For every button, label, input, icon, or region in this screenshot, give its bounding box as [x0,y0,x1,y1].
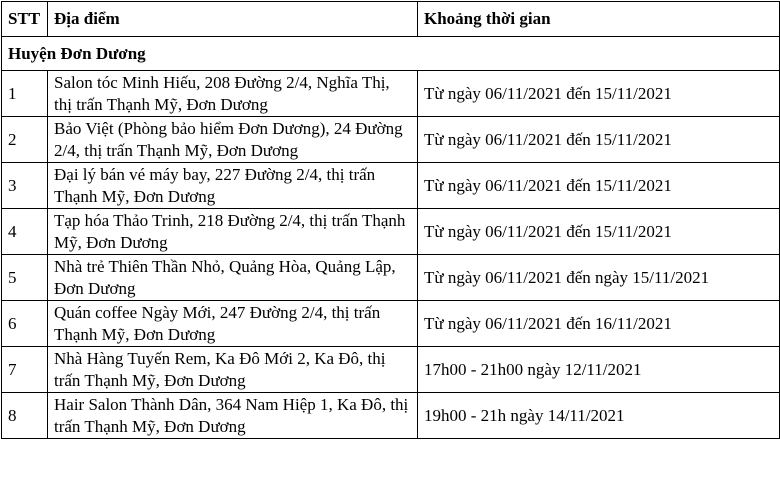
cell-place: Nhà Hàng Tuyến Rem, Ka Đô Mới 2, Ka Đô, thị trấn Thạnh Mỹ, Đơn Dương [48,347,418,393]
table-row [2,209,780,255]
cell-time: 17h00 - 21h00 ngày 12/11/2021 [418,347,780,393]
locations-table [1,1,780,439]
table-row [2,301,780,347]
table-header-row [2,2,780,37]
table-row [2,117,780,163]
group-row [2,37,780,71]
cell-place: Nhà trẻ Thiên Thần Nhỏ, Quảng Hòa, Quảng Lập, Đơn Dương [48,255,418,301]
table-row [2,163,780,209]
cell-place: Quán coffee Ngày Mới, 247 Đường 2/4, thị trấn Thạnh Mỹ, Đơn Dương [48,301,418,347]
cell-place: Tạp hóa Thảo Trinh, 218 Đường 2/4, thị trấn Thạnh Mỹ, Đơn Dương [48,209,418,255]
cell-time: 19h00 - 21h ngày 14/11/2021 [418,393,780,439]
cell-place: Bảo Việt (Phòng bảo hiểm Đơn Dương), 24 Đường 2/4, thị trấn Thạnh Mỹ, Đơn Dương [48,117,418,163]
cell-stt: 5 [2,255,48,301]
cell-stt: 4 [2,209,48,255]
table-row [2,347,780,393]
table-row [2,255,780,301]
cell-stt: 1 [2,71,48,117]
cell-stt: 7 [2,347,48,393]
cell-time: Từ ngày 06/11/2021 đến 15/11/2021 [418,117,780,163]
cell-stt: 6 [2,301,48,347]
cell-time: Từ ngày 06/11/2021 đến ngày 15/11/2021 [418,255,780,301]
cell-stt: 8 [2,393,48,439]
cell-stt: 2 [2,117,48,163]
cell-time: Từ ngày 06/11/2021 đến 15/11/2021 [418,209,780,255]
cell-place: Hair Salon Thành Dân, 364 Nam Hiệp 1, Ka Đô, thị trấn Thạnh Mỹ, Đơn Dương [48,393,418,439]
header-time: Khoảng thời gian [418,2,780,37]
header-stt: STT [2,2,48,37]
cell-place: Salon tóc Minh Hiếu, 208 Đường 2/4, Nghĩa Thị, thị trấn Thạnh Mỹ, Đơn Dương [48,71,418,117]
group-title: Huyện Đơn Dương [2,37,780,71]
cell-stt: 3 [2,163,48,209]
header-place: Địa điểm [48,2,418,37]
table-row [2,71,780,117]
table-row [2,393,780,439]
cell-time: Từ ngày 06/11/2021 đến 15/11/2021 [418,163,780,209]
cell-time: Từ ngày 06/11/2021 đến 16/11/2021 [418,301,780,347]
cell-time: Từ ngày 06/11/2021 đến 15/11/2021 [418,71,780,117]
cell-place: Đại lý bán vé máy bay, 227 Đường 2/4, thị trấn Thạnh Mỹ, Đơn Dương [48,163,418,209]
